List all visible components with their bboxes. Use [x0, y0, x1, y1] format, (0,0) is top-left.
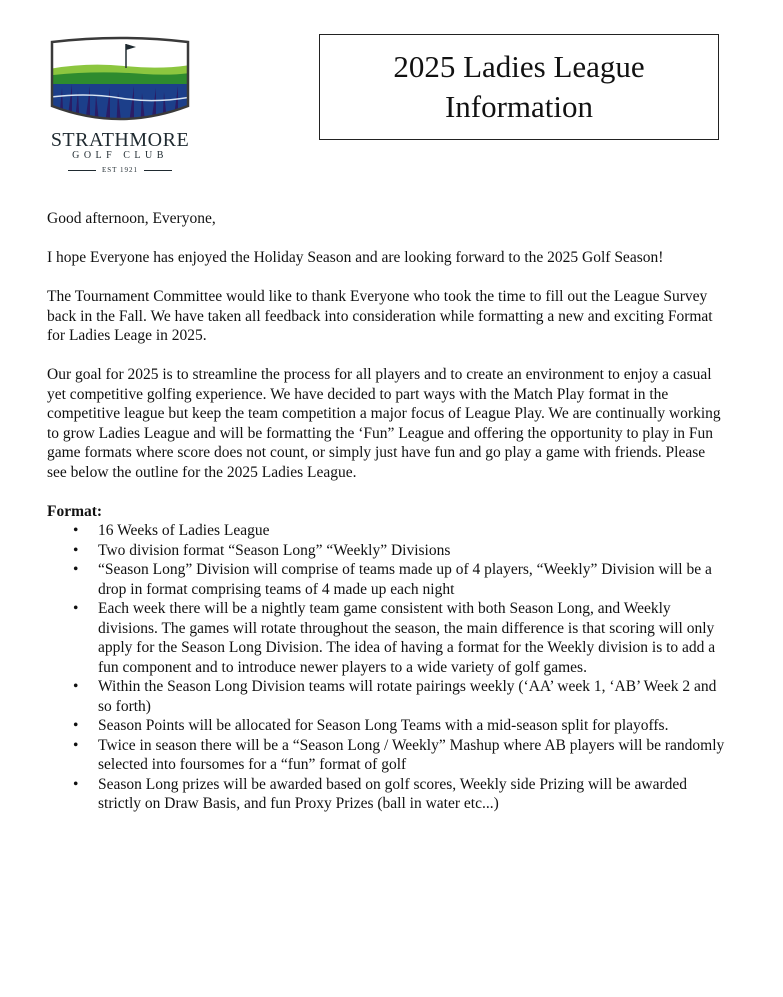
logo-established: EST 1921	[101, 166, 139, 174]
bullet-icon: •	[73, 717, 79, 734]
list-item	[47, 599, 727, 677]
bullet-icon: •	[73, 541, 79, 559]
list-item	[47, 736, 727, 775]
list-item	[47, 677, 727, 716]
logo-subtitle: GOLF CLUB	[72, 150, 168, 161]
logo-emblem	[44, 36, 196, 131]
paragraph-goals: Our goal for 2025 is to streamline the process for all players and to create an environment to enjoy a casual yet competitive golfing experience. We have decided to part ways with the Match Play format in the competitive league but keep the team competition a major focus of League Play. We are continually working to grow Ladies League and will be formatting the ‘Fun” League and offering the opportunity to play in Fun game formats where score does not count, or simply just have fun and go play a game with friends. Please see below the outline for the 2025 Ladies League.	[47, 366, 721, 481]
list-item-text: Season Points will be allocated for Season Long Teams with a mid-season split for playoffs.	[98, 717, 669, 734]
list-item-text: Within the Season Long Division teams will rotate pairings weekly (‘AA’ week 1, ‘AB’ Week 2 and so forth)	[98, 678, 717, 715]
bullet-icon: •	[73, 522, 79, 539]
bullet-icon: •	[73, 561, 79, 578]
list-item-text: Twice in season there will be a “Season Long / Weekly” Mashup where AB players will be randomly selected into foursomes for a “fun” format of golf	[98, 736, 725, 773]
bullet-icon: •	[73, 678, 79, 695]
paragraph-survey: The Tournament Committee would like to thank Everyone who took the time to fill out the League Survey back in the Fall. We have taken all feedback into consideration while formatting a new and exciting Format for Ladies Leage in 2025.	[47, 288, 713, 344]
list-item-text: Two division format “Season Long” “Weekly” Divisions	[98, 541, 451, 559]
list-item	[47, 560, 727, 599]
list-item-text: Season Long prizes will be awarded based on golf scores, Weekly side Prizing will be awarded strictly on Draw Basis, and fun Proxy Prizes (ball in water etc...)	[98, 775, 688, 812]
letter-body	[47, 209, 727, 814]
divider	[68, 170, 96, 171]
logo-established-row	[68, 164, 172, 176]
greeting: Good afternoon, Everyone,	[47, 210, 216, 227]
page-title-line-1: 2025 Ladies League	[393, 49, 645, 84]
logo-name: STRATHMORE	[50, 129, 190, 151]
list-item-text: 16 Weeks of Ladies League	[98, 522, 270, 539]
list-item	[47, 541, 727, 561]
format-list	[47, 521, 727, 814]
list-item-text: Each week there will be a nightly team game consistent with both Season Long, and Weekly divisions. The games will rotate throughout the season, the main difference is that scoring will only apply for the Season Long Division. The idea of having a format for the Weekly division is to add a fun component and to introduce newer players to a wide variety of golf games.	[98, 600, 716, 676]
list-item-text: “Season Long” Division will comprise of teams made up of 4 players, “Weekly” Division will be a drop in format comprising teams of 4 made up each night	[98, 561, 712, 598]
bullet-icon: •	[73, 736, 79, 754]
logo-water	[44, 84, 196, 131]
paragraph-season: I hope Everyone has enjoyed the Holiday Season and are looking forward to the 2025 Golf Season!	[47, 249, 664, 266]
list-item	[47, 775, 727, 814]
list-item	[47, 716, 727, 736]
format-heading: Format:	[47, 502, 103, 520]
bullet-icon: •	[73, 775, 79, 793]
bullet-icon: •	[73, 600, 79, 617]
page-title-line-2: Information	[444, 89, 594, 124]
page-title-box	[319, 34, 719, 140]
list-item	[47, 521, 727, 541]
club-logo	[44, 36, 204, 176]
divider	[144, 170, 172, 171]
